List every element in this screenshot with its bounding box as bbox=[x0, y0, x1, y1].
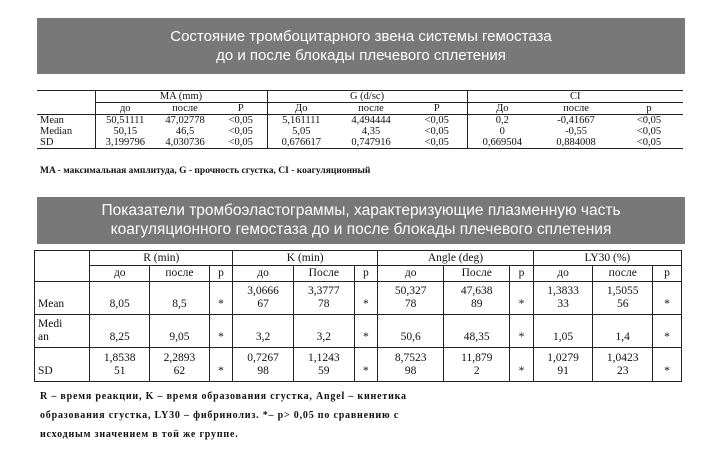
plasma-subheader: после bbox=[593, 266, 653, 282]
plasma-cell-line: * bbox=[664, 298, 670, 310]
platelet-subheader: p bbox=[615, 103, 683, 115]
plasma-cell-line: 50,6 bbox=[400, 331, 421, 343]
plasma-cell-line: 98 bbox=[404, 364, 417, 377]
platelet-table bbox=[37, 90, 685, 149]
plasma-cell bbox=[444, 315, 510, 348]
plasma-cell bbox=[593, 348, 653, 382]
slide2-title-line-1: Показатели тромбоэластограммы, характеризующие плазменную часть bbox=[101, 202, 621, 219]
platelet-cell: <0,05 bbox=[424, 115, 449, 126]
plasma-cell-line bbox=[594, 318, 651, 331]
plasma-cell-line: * bbox=[218, 331, 224, 343]
plasma-table bbox=[34, 250, 684, 382]
plasma-cell-line bbox=[511, 318, 531, 331]
platelet-row-label: Median bbox=[40, 126, 73, 137]
plasma-group-header: K (min) bbox=[233, 251, 378, 266]
plasma-cell bbox=[378, 282, 444, 315]
plasma-cell bbox=[209, 315, 232, 348]
platelet-cell: <0,05 bbox=[636, 115, 662, 126]
plasma-cell-line: 3,3777 bbox=[307, 285, 340, 297]
plasma-note-line-3: исходным значением в той же группе. bbox=[40, 429, 239, 440]
plasma-cell-line: 1,1243 bbox=[307, 351, 340, 364]
plasma-cell-line: * bbox=[363, 364, 369, 377]
platelet-cell: <0,05 bbox=[407, 137, 467, 149]
platelet-group-header-row bbox=[37, 91, 683, 103]
plasma-cell bbox=[150, 315, 210, 348]
platelet-cell: <0,05 bbox=[615, 137, 683, 149]
platelet-table-note: MA - максимальная амплитуда, G - прочность сгустка, CI - коагуляционный bbox=[40, 166, 371, 176]
platelet-cell: 0,669504 bbox=[467, 137, 537, 149]
plasma-cell-line: 98 bbox=[257, 364, 269, 377]
plasma-cell bbox=[593, 282, 653, 315]
plasma-subheader-row bbox=[35, 266, 682, 282]
plasma-cell bbox=[233, 282, 294, 315]
plasma-subheader: до bbox=[378, 266, 444, 282]
slide2-title-banner bbox=[37, 197, 685, 244]
plasma-row-label bbox=[35, 315, 90, 348]
plasma-subheader: После bbox=[444, 266, 510, 282]
platelet-row bbox=[37, 115, 683, 127]
platelet-subheader: до bbox=[95, 103, 155, 115]
platelet-subheader: P bbox=[407, 103, 467, 115]
plasma-cell-line: 8,25 bbox=[109, 331, 130, 343]
plasma-cell-line: 9,05 bbox=[169, 331, 190, 343]
plasma-cell bbox=[90, 348, 150, 382]
platelet-subheader-row bbox=[37, 103, 683, 115]
plasma-cell bbox=[90, 282, 150, 315]
plasma-cell-line: 2 bbox=[473, 364, 480, 377]
plasma-cell-line: 2,2893 bbox=[163, 351, 196, 364]
platelet-row bbox=[37, 137, 683, 149]
slide1-title-line-2: до и после блокады плечевого сплетения bbox=[216, 47, 506, 64]
platelet-cell: 0,676617 bbox=[267, 137, 335, 149]
platelet-cell: -0,41667 bbox=[557, 115, 595, 126]
platelet-cell: <0,05 bbox=[228, 115, 253, 126]
plasma-subheader: p bbox=[354, 266, 377, 282]
plasma-group-header: Angle (deg) bbox=[378, 251, 534, 266]
plasma-cell-line bbox=[356, 285, 376, 298]
plasma-cell-line bbox=[511, 285, 531, 298]
platelet-cell: 0,2 bbox=[467, 115, 537, 127]
plasma-cell-line: 1,4 bbox=[615, 331, 630, 343]
plasma-cell-line: 3,2 bbox=[316, 331, 331, 343]
plasma-row-label-line: Medi bbox=[38, 318, 63, 330]
platelet-cell: <0,05 bbox=[636, 126, 662, 137]
plasma-cell-line: 23 bbox=[616, 364, 629, 377]
plasma-row-label-line bbox=[38, 285, 88, 298]
plasma-cell-line bbox=[91, 318, 148, 331]
plasma-cell bbox=[653, 348, 682, 382]
plasma-cell-line bbox=[535, 318, 592, 331]
plasma-cell bbox=[653, 282, 682, 315]
plasma-group-header-row bbox=[35, 251, 682, 266]
slide2-title-line-2: коагуляционного гемостаза до и после блокады плечевого сплетения bbox=[110, 221, 612, 238]
platelet-group-header: CI bbox=[467, 91, 683, 103]
plasma-cell-line bbox=[445, 318, 508, 331]
plasma-cell-line: 1,0279 bbox=[547, 351, 579, 364]
plasma-cell-line: 67 bbox=[257, 298, 269, 310]
plasma-row bbox=[35, 282, 682, 315]
plasma-cell bbox=[354, 282, 377, 315]
plasma-subheader: до bbox=[533, 266, 593, 282]
plasma-cell-line: * bbox=[664, 331, 670, 343]
plasma-cell-line bbox=[234, 318, 292, 331]
plasma-note-line-2: образования сгустка, LY30 – фибринолиз. *– p> 0,05 по сравнению с bbox=[40, 410, 399, 421]
plasma-cell-line: * bbox=[518, 298, 525, 310]
plasma-row-label-line: SD bbox=[38, 364, 53, 377]
plasma-cell-line: 8,05 bbox=[109, 298, 130, 310]
platelet-cell: <0,05 bbox=[215, 137, 267, 149]
platelet-subheader: До bbox=[467, 103, 537, 115]
plasma-cell-line: 1,3833 bbox=[547, 285, 579, 297]
platelet-cell: 4,030736 bbox=[155, 137, 215, 149]
plasma-cell-line bbox=[211, 285, 231, 298]
plasma-cell bbox=[533, 348, 593, 382]
plasma-cell bbox=[233, 315, 294, 348]
plasma-cell-line bbox=[295, 318, 353, 331]
plasma-table-note bbox=[40, 387, 690, 444]
slide1-title-banner bbox=[37, 18, 685, 74]
plasma-cell-line bbox=[379, 318, 442, 331]
platelet-group-header: G (d/sc) bbox=[267, 91, 467, 103]
plasma-cell bbox=[510, 348, 533, 382]
plasma-corner-cell bbox=[35, 251, 90, 282]
platelet-cell: <0,05 bbox=[424, 126, 449, 137]
plasma-cell-line bbox=[654, 352, 680, 365]
plasma-subheader: p bbox=[653, 266, 682, 282]
plasma-cell-line bbox=[91, 285, 148, 298]
plasma-row bbox=[35, 315, 682, 348]
platelet-corner-cell bbox=[37, 103, 95, 115]
plasma-cell-line bbox=[211, 318, 231, 331]
plasma-subheader: после bbox=[150, 266, 210, 282]
plasma-cell-line: * bbox=[518, 331, 525, 343]
platelet-cell: 0,884008 bbox=[537, 137, 615, 149]
plasma-cell bbox=[510, 315, 533, 348]
plasma-cell-line: 3,0666 bbox=[247, 285, 279, 297]
plasma-subheader: После bbox=[293, 266, 354, 282]
plasma-cell bbox=[444, 282, 510, 315]
plasma-cell bbox=[444, 348, 510, 382]
plasma-cell bbox=[378, 348, 444, 382]
plasma-cell bbox=[293, 315, 354, 348]
plasma-cell-line: 47,638 bbox=[460, 285, 493, 297]
platelet-subheader: после bbox=[155, 103, 215, 115]
plasma-cell-line bbox=[654, 318, 680, 331]
plasma-cell-line: 89 bbox=[470, 298, 483, 310]
platelet-row-label: SD bbox=[37, 137, 95, 149]
platelet-corner-cell bbox=[37, 91, 95, 103]
plasma-group-header: LY30 (%) bbox=[533, 251, 681, 266]
plasma-cell bbox=[90, 315, 150, 348]
platelet-cell: 0,747916 bbox=[335, 137, 407, 149]
slide1-title-line-1: Состояние тромбоцитарного звена системы гемостаза bbox=[170, 28, 552, 45]
plasma-cell bbox=[378, 315, 444, 348]
plasma-row-label-line: an bbox=[38, 331, 49, 343]
plasma-subheader: p bbox=[510, 266, 533, 282]
platelet-cell: 5,161111 bbox=[267, 115, 335, 127]
plasma-cell bbox=[653, 315, 682, 348]
plasma-cell-line bbox=[511, 352, 531, 365]
plasma-group-header: R (min) bbox=[90, 251, 233, 266]
plasma-note-line-1: R – время реакции, K – время образования сгустка, Angel – кинетика bbox=[40, 391, 407, 402]
plasma-row-label-line: Mean bbox=[38, 298, 65, 310]
plasma-cell-line: * bbox=[218, 298, 224, 310]
plasma-row bbox=[35, 348, 682, 382]
platelet-group-header: MA (mm) bbox=[95, 91, 267, 103]
platelet-cell: 46,5 bbox=[175, 126, 195, 137]
plasma-cell-line: * bbox=[664, 364, 670, 377]
plasma-cell bbox=[593, 315, 653, 348]
platelet-cell: 50,15 bbox=[95, 126, 155, 137]
plasma-row-label bbox=[35, 348, 90, 382]
plasma-cell bbox=[209, 348, 232, 382]
plasma-cell-line: 62 bbox=[173, 364, 186, 377]
plasma-cell-line bbox=[151, 285, 208, 298]
plasma-cell bbox=[150, 282, 210, 315]
plasma-cell-line: 78 bbox=[318, 298, 330, 310]
platelet-subheader: P bbox=[215, 103, 267, 115]
plasma-cell-line bbox=[211, 352, 231, 365]
plasma-cell-line: 33 bbox=[557, 298, 569, 310]
plasma-cell-line: * bbox=[218, 364, 224, 377]
plasma-cell-line: * bbox=[363, 298, 369, 310]
plasma-cell-line: 78 bbox=[404, 298, 417, 310]
platelet-cell: 5,05 bbox=[267, 126, 335, 137]
platelet-cell: <0,05 bbox=[228, 126, 253, 137]
plasma-cell bbox=[354, 348, 377, 382]
plasma-cell-line: 1,0423 bbox=[606, 351, 639, 364]
platelet-cell: 3,199796 bbox=[95, 137, 155, 149]
plasma-cell-line bbox=[654, 285, 680, 298]
plasma-subheader: до bbox=[90, 266, 150, 282]
plasma-cell bbox=[233, 348, 294, 382]
plasma-cell bbox=[150, 348, 210, 382]
plasma-cell bbox=[293, 282, 354, 315]
plasma-cell-line: 8,7523 bbox=[394, 351, 427, 364]
platelet-cell: 0 bbox=[467, 126, 537, 137]
plasma-cell-line: 50,327 bbox=[394, 285, 427, 297]
plasma-cell-line bbox=[151, 318, 208, 331]
plasma-cell-line: 11,879 bbox=[461, 351, 493, 364]
platelet-row-label: Mean bbox=[40, 115, 64, 126]
plasma-cell-line: 91 bbox=[557, 364, 569, 377]
plasma-row-label bbox=[35, 282, 90, 315]
plasma-cell-line: 1,05 bbox=[553, 331, 574, 343]
plasma-cell bbox=[354, 315, 377, 348]
platelet-cell: 4,35 bbox=[361, 126, 381, 137]
plasma-cell-line: 51 bbox=[113, 364, 126, 377]
plasma-cell-line: 59 bbox=[318, 364, 330, 377]
platelet-subheader: До bbox=[267, 103, 335, 115]
plasma-cell bbox=[533, 282, 593, 315]
plasma-cell-line: * bbox=[518, 364, 525, 377]
plasma-cell-line: 56 bbox=[616, 298, 629, 310]
plasma-cell-line: 8,5 bbox=[172, 298, 187, 310]
platelet-subheader: после bbox=[537, 103, 615, 115]
plasma-row-label-line bbox=[38, 352, 88, 365]
platelet-cell: 4,494444 bbox=[351, 115, 391, 126]
plasma-cell-line bbox=[356, 352, 376, 365]
plasma-cell-line bbox=[356, 318, 376, 331]
platelet-row bbox=[37, 126, 683, 137]
plasma-cell-line: 1,8538 bbox=[103, 351, 136, 364]
plasma-cell bbox=[510, 282, 533, 315]
plasma-subheader: p bbox=[209, 266, 232, 282]
platelet-cell: 50,51111 bbox=[95, 115, 155, 127]
plasma-subheader: до bbox=[233, 266, 294, 282]
plasma-cell bbox=[533, 315, 593, 348]
plasma-cell-line: 48,35 bbox=[463, 331, 490, 343]
platelet-cell: -0,55 bbox=[565, 126, 587, 137]
plasma-cell-line: 0,7267 bbox=[247, 351, 279, 364]
plasma-cell-line: 1,5055 bbox=[606, 285, 639, 297]
plasma-cell-line: * bbox=[363, 331, 369, 343]
plasma-cell-line: 3,2 bbox=[255, 331, 271, 343]
plasma-cell bbox=[293, 348, 354, 382]
platelet-cell: 47,02778 bbox=[165, 115, 205, 126]
plasma-cell bbox=[209, 282, 232, 315]
platelet-subheader: после bbox=[335, 103, 407, 115]
